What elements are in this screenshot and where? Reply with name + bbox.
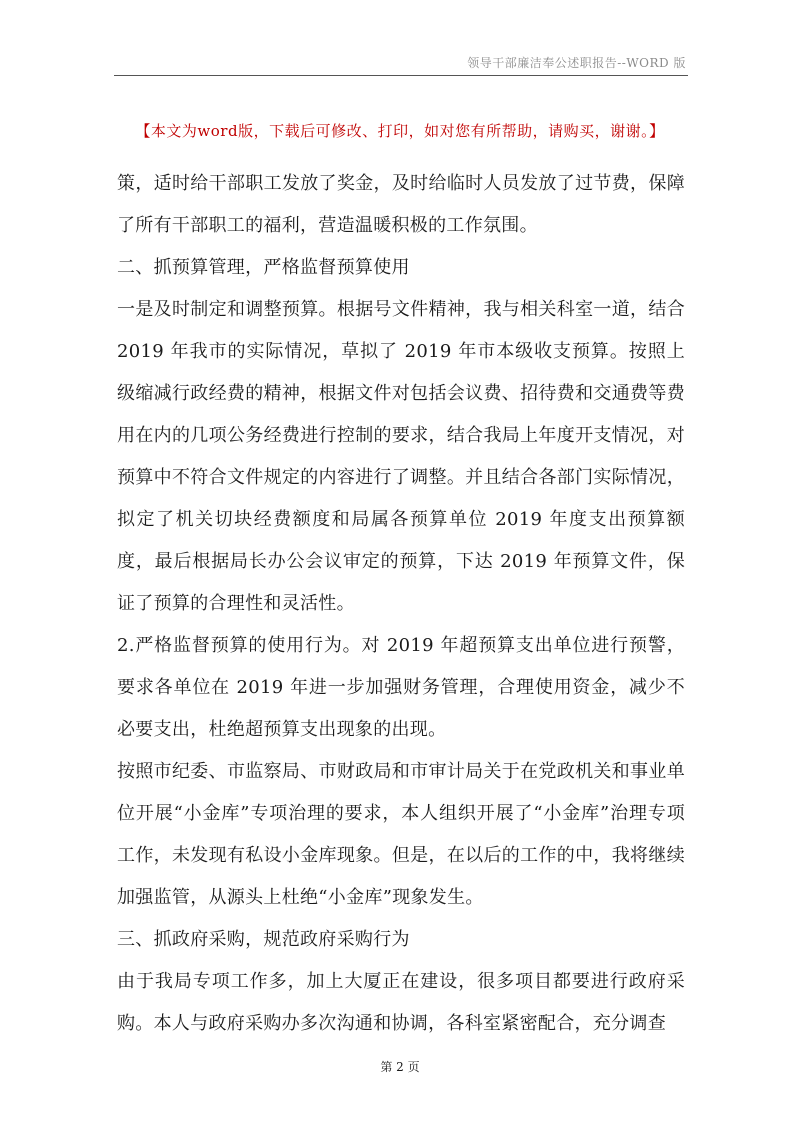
paragraph-budget-formulation: 一是及时制定和调整预算。根据号文件精神，我与相关科室一道，结合 2019 年我市的实际情况，草拟了 2019 年市本级收支预算。按照上级缩减行政经费的精神，根据文件对包括会议费、招待费和交通费等费用在内的几项公务经费进行控制的要求，结合我局上年度开支情况，对预算中不符合文件规定的内容进行了调整。并且结合各部门实际情况，拟定了机关切块经费额度和局属各预算单位 2019 年度支出预算额度，最后根据局长办公会议审定的预算，下达 2019 年预算文件，保证了预算的合理性和灵活性。: [117, 299, 685, 614]
paragraph-welfare: 策，适时给干部职工发放了奖金，及时给临时人员发放了过节费，保障了所有干部职工的福利，营造温暖积极的工作氛围。: [117, 173, 685, 236]
download-notice: 【本文为word版，下载后可修改、打印，如对您有所帮助，请购买，谢谢。】: [135, 122, 665, 140]
paragraph-budget-supervision: 2.严格监督预算的使用行为。对 2019 年超预算支出单位进行预警，要求各单位在 2019 年进一步加强财务管理，合理使用资金，减少不必要支出，杜绝超预算支出现象的出现。: [117, 635, 685, 740]
document-body: [117, 163, 685, 1045]
page-header-title: 领导干部廉洁奉公述职报告--WORD 版: [467, 56, 686, 70]
section-heading-procurement: 三、抓政府采购，规范政府采购行为: [117, 929, 410, 950]
page-number: 第 2 页: [380, 1060, 420, 1074]
paragraph-procurement: 由于我局专项工作多，加上大厦正在建设，很多项目都要进行政府采购。本人与政府采购办多次沟通和协调，各科室紧密配合，充分调查: [117, 971, 685, 1034]
paragraph-slush-fund: 按照市纪委、市监察局、市财政局和市审计局关于在党政机关和事业单位开展“小金库”专项治理的要求，本人组织开展了“小金库”治理专项工作，未发现有私设小金库现象。但是，在以后的工作的中，我将继续加强监管，从源头上杜绝“小金库”现象发生。: [117, 761, 685, 908]
section-heading-budget: 二、抓预算管理，严格监督预算使用: [117, 257, 410, 278]
header-divider: [114, 75, 688, 76]
